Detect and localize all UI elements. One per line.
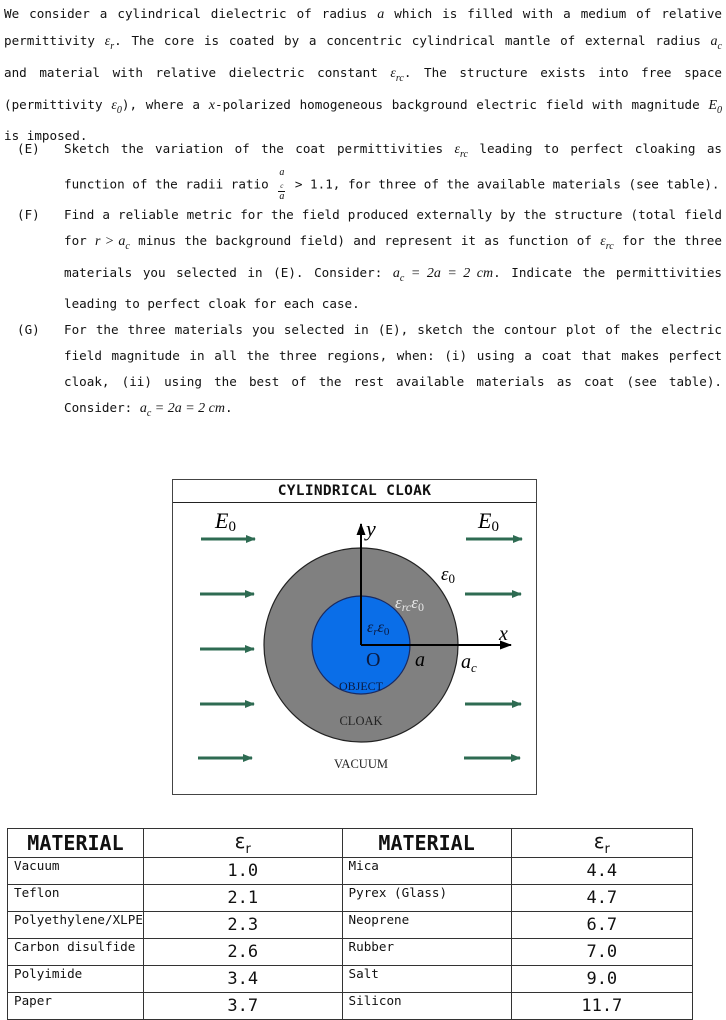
eps-rc-eps0-label: εrcε0: [395, 593, 424, 614]
material-eps: 4.7: [511, 885, 692, 912]
task-label: (G): [17, 322, 40, 338]
intro-text: is imposed.: [4, 128, 88, 144]
material-name: Salt: [342, 966, 511, 993]
object-label: OBJECT: [338, 679, 384, 693]
field-arrows-right: [464, 539, 522, 758]
eps-r-eps0-label: εrε0: [367, 619, 390, 638]
radius-a-label: a: [415, 649, 425, 671]
material-eps: 3.7: [143, 993, 342, 1020]
vacuum-label: VACUUM: [334, 757, 388, 771]
task-label: (E): [17, 141, 40, 156]
intro-text: and material with relative dielectric constant: [4, 64, 391, 80]
material-name: Pyrex (Glass): [342, 885, 511, 912]
material-name: Mica: [342, 858, 511, 885]
task-f: [0, 202, 722, 318]
symbol-eps-0: $\varepsilon_0$: [111, 97, 122, 116]
material-eps: 11.7: [511, 993, 692, 1020]
task-text: . Indicate the permittivities leading to perfect cloak for each case.: [64, 264, 723, 312]
material-eps: 9.0: [511, 966, 692, 993]
e0-label-right: E0: [478, 508, 499, 535]
origin-label: O: [366, 649, 381, 671]
task-text: leading to perfect cloaking as function of the radii ratio: [64, 141, 722, 192]
symbol-r-gt-ac: $r > a_c$: [95, 233, 130, 252]
task-text: .: [225, 400, 233, 416]
task-g: [0, 317, 722, 427]
cloak-diagram: [173, 480, 535, 793]
intro-text: We consider a cylindrical dielectric of radius: [4, 6, 378, 21]
intro-text: -polarized homogeneous background electric field with magnitude: [215, 96, 709, 112]
y-axis-label: y: [366, 516, 376, 541]
header-material-left: MATERIAL: [8, 829, 144, 858]
material-name: Polyimide: [8, 966, 144, 993]
symbol-x: x: [208, 97, 215, 113]
symbol-ac-equation: $a_c = 2a = 2$ cm: [139, 401, 225, 420]
material-name: Carbon disulfide: [8, 939, 144, 966]
figure-title: CYLINDRICAL CLOAK: [173, 480, 536, 503]
material-eps: 2.6: [143, 939, 342, 966]
material-eps: 4.4: [511, 858, 692, 885]
material-name: Silicon: [342, 993, 511, 1020]
field-arrows-left: [198, 539, 255, 758]
header-eps-left: $\varepsilon_r$: [143, 829, 342, 858]
radii-ratio-fraction: a $_c$ a: [279, 166, 285, 202]
material-eps: 6.7: [511, 912, 692, 939]
material-name: Polyethylene/XLPE: [8, 912, 144, 939]
intro-paragraph: [4, 1, 722, 149]
material-name: Teflon: [8, 885, 144, 912]
symbol-a: a: [377, 7, 385, 22]
table-row: [8, 885, 693, 912]
material-eps: 3.4: [143, 966, 342, 993]
material-eps: 2.3: [143, 912, 342, 939]
symbol-eps-rc: $\varepsilon_{rc}$: [390, 65, 404, 84]
task-text: Find a reliable metric for the field produced externally by the structure (total field for: [64, 206, 722, 248]
table-row: [8, 912, 693, 939]
materials-table: [7, 828, 693, 1020]
task-text: minus the background field) and represent it as function of: [129, 232, 601, 248]
eps0-label: ε0: [441, 564, 455, 586]
material-name: Vacuum: [8, 858, 144, 885]
table-row: [8, 966, 693, 993]
material-name: Paper: [8, 993, 144, 1020]
task-text: for the three materials you selected in (E). Consider:: [64, 232, 722, 280]
header-material-right: MATERIAL: [342, 829, 511, 858]
material-name: Rubber: [342, 939, 511, 966]
table-row: [8, 939, 693, 966]
header-eps-right: $\varepsilon_r$: [511, 829, 692, 858]
task-text: Sketch the variation of the coat permittivities: [64, 141, 455, 156]
e0-label-left: E0: [215, 508, 236, 535]
symbol-ac-equation: $a_c = 2a = 2$ cm: [392, 265, 494, 284]
task-label: (F): [17, 206, 40, 222]
symbol-eps-rc: $\varepsilon_{rc}$: [600, 233, 614, 252]
material-eps: 2.1: [143, 885, 342, 912]
cloak-label: CLOAK: [339, 714, 383, 728]
cylindrical-cloak-figure: [172, 479, 537, 795]
table-row: [8, 858, 693, 885]
symbol-E0: $E_0$: [708, 97, 722, 116]
task-list: [0, 136, 722, 427]
material-eps: 1.0: [143, 858, 342, 885]
table-header-row: [8, 829, 693, 858]
task-text: For the three materials you selected in (E), sketch the contour plot of the electric field magnitude in all the three regions, when: (i) using a coat that makes perfect cloak, (ii) using the best of the rest available materials as coat (see table). Consider:: [64, 322, 722, 416]
task-e: [0, 136, 722, 202]
material-eps: 7.0: [511, 939, 692, 966]
radius-ac-label: $a_c$: [461, 651, 477, 675]
intro-text: . The structure exists into free space (permittivity: [4, 64, 723, 112]
table-row: [8, 993, 693, 1020]
material-name: Neoprene: [342, 912, 511, 939]
intro-text: . The core is coated by a concentric cylindrical mantle of external radius: [114, 33, 711, 48]
x-axis-label: x: [499, 623, 508, 645]
intro-text: which is filled with a medium of relative permittivity: [4, 6, 722, 48]
symbol-a-c: $a_c$: [710, 34, 722, 52]
intro-text: ), where a: [121, 96, 209, 112]
task-text: > 1.1, for three of the available materials (see table).: [287, 176, 720, 192]
symbol-eps-r: $\varepsilon_r$: [104, 34, 115, 52]
symbol-eps-rc: $\varepsilon_{rc}$: [454, 142, 468, 160]
